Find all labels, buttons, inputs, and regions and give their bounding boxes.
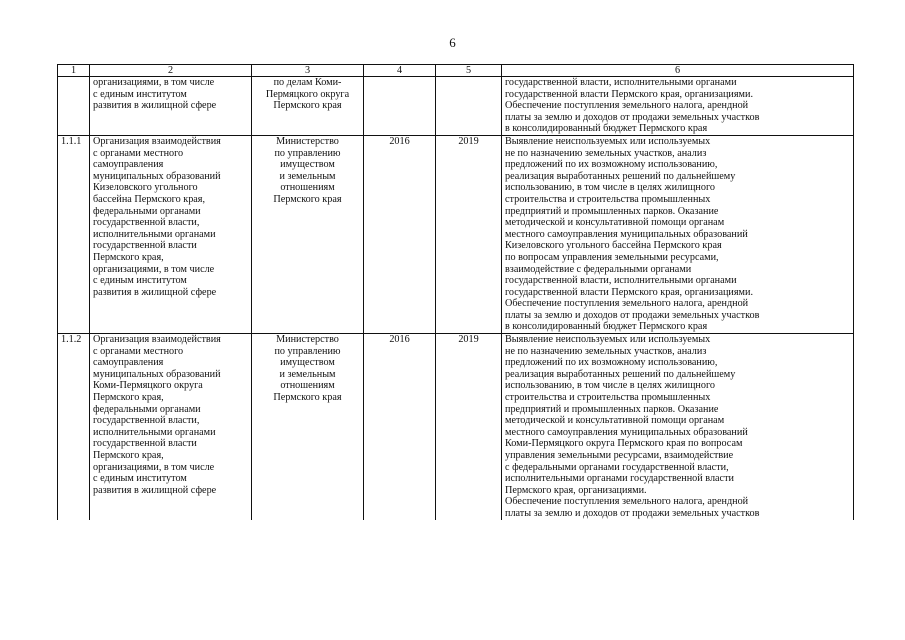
expected-result <box>502 334 854 520</box>
activity-description-line: с единым институтом <box>93 275 187 287</box>
header-cell: 3 <box>252 65 364 77</box>
responsible-executor-line: и земельным <box>279 368 336 380</box>
expected-result-line: управления земельными ресурсами, взаимодействие <box>505 450 734 461</box>
activity-description-line: развития в жилищной сфере <box>93 484 217 496</box>
plan-table <box>57 64 854 520</box>
responsible-executor-line: имуществом <box>280 357 335 369</box>
start-year: 2016 <box>364 135 436 333</box>
responsible-executor <box>252 334 364 520</box>
responsible-executor <box>252 135 364 333</box>
item-number: 1.1.2 <box>58 334 90 520</box>
expected-result-line: Выявление неиспользуемых или используемых <box>505 334 711 346</box>
expected-result-line: Выявление неиспользуемых или используемых <box>505 135 711 147</box>
header-cell: 6 <box>502 65 854 77</box>
responsible-executor-line: отношениям <box>280 182 335 194</box>
item-number: 1.1.1 <box>58 135 90 333</box>
expected-result-line: предложений по их возможному использованию, <box>505 159 718 171</box>
expected-result-line: методической и консультативной помощи органам <box>505 217 725 229</box>
expected-result-line: Кизеловского угольного бассейна Пермского края <box>505 240 722 252</box>
activity-description-line: муниципальных образований <box>93 368 221 380</box>
activity-description-line: Организация взаимодействия <box>93 135 221 147</box>
activity-description-line: государственной власти, <box>93 217 200 229</box>
activity-description-line: федеральными органами <box>93 403 201 415</box>
activity-description-line: организациями, в том числе <box>93 461 215 473</box>
activity-description-line: самоуправления <box>93 357 164 369</box>
expected-result <box>502 135 854 333</box>
expected-result-line: местного самоуправления муниципальных образований <box>505 426 748 438</box>
activity-description-line: Коми-Пермяцкого округа <box>93 380 203 392</box>
activity-description-line: развития в жилищной сфере <box>93 100 217 112</box>
activity-description-line: с органами местного <box>93 345 184 357</box>
activity-description-line: Кизеловского угольного <box>93 182 198 194</box>
expected-result-line: предприятий и промышленных парков. Оказание <box>505 403 719 415</box>
expected-result-line: платы за землю и доходов от продажи земельных участков <box>505 507 760 519</box>
expected-result-line: Коми-Пермяцкого округа Пермского края по вопросам <box>505 438 743 450</box>
expected-result-line: в консолидированный бюджет Пермского края <box>505 321 708 333</box>
activity-description-line: с органами местного <box>93 147 184 159</box>
expected-result-line: реализация выработанных решений по дальнейшему <box>505 368 736 380</box>
expected-result-line: использованию, в том числе в целях жилищного <box>505 380 715 392</box>
responsible-executor-line: имуществом <box>280 159 335 171</box>
expected-result-line: государственной власти, исполнительными органами <box>505 77 737 88</box>
activity-description-line: самоуправления <box>93 159 164 171</box>
end-year: 2019 <box>436 135 502 333</box>
activity-description-line: с единым институтом <box>93 88 187 100</box>
header-cell: 5 <box>436 65 502 77</box>
expected-result-line: платы за землю и доходов от продажи земельных участков <box>505 111 760 123</box>
activity-description <box>90 334 252 520</box>
activity-description-line: Организация взаимодействия <box>93 334 221 346</box>
expected-result-line: в консолидированный бюджет Пермского края <box>505 123 708 135</box>
table-row <box>58 77 854 136</box>
responsible-executor-line: Пермского края <box>273 193 342 205</box>
responsible-executor-line: Пермяцкого округа <box>265 88 350 100</box>
activity-description-line: государственной власти, <box>93 415 200 427</box>
expected-result-line: использованию, в том числе в целях жилищного <box>505 182 715 194</box>
expected-result-line: строительства и строительства промышленных <box>505 193 711 205</box>
expected-result-line: государственной власти, исполнительными органами <box>505 275 737 287</box>
expected-result-line: государственной власти Пермского края, организациями. <box>505 88 753 100</box>
activity-description-line: Пермского края, <box>93 251 164 263</box>
activity-description-line: развития в жилищной сфере <box>93 286 217 298</box>
table-row <box>58 135 854 333</box>
responsible-executor-line: Пермского края <box>273 100 342 112</box>
expected-result-line: не по назначению земельных участков, анализ <box>505 147 707 159</box>
activity-description-line: Пермского края, <box>93 392 164 404</box>
activity-description-line: муниципальных образований <box>93 170 221 182</box>
expected-result-line: платы за землю и доходов от продажи земельных участков <box>505 309 760 321</box>
activity-description-line: Пермского края, <box>93 450 164 461</box>
header-cell: 4 <box>364 65 436 77</box>
expected-result-line: предприятий и промышленных парков. Оказание <box>505 205 719 217</box>
responsible-executor-line: по управлению <box>274 345 341 357</box>
expected-result-line: Обеспечение поступления земельного налога, арендной <box>505 100 749 112</box>
expected-result-line: местного самоуправления муниципальных образований <box>505 228 748 240</box>
end-year <box>436 77 502 136</box>
activity-description <box>90 77 252 136</box>
responsible-executor-line: и земельным <box>279 170 336 182</box>
responsible-executor-line: отношениям <box>280 380 335 392</box>
page-number: 6 <box>449 35 456 50</box>
expected-result-line: методической и консультативной помощи органам <box>505 415 725 427</box>
start-year <box>364 77 436 136</box>
table-row <box>58 334 854 520</box>
item-number <box>58 77 90 136</box>
expected-result-line: Обеспечение поступления земельного налога, арендной <box>505 496 749 508</box>
expected-result-line: не по назначению земельных участков, анализ <box>505 345 707 357</box>
expected-result-line: Пермского края, организациями. <box>505 484 647 496</box>
activity-description-line: федеральными органами <box>93 205 201 217</box>
expected-result-line: по вопросам управления земельными ресурсами, <box>505 251 719 263</box>
responsible-executor-line: Министерство <box>276 334 339 346</box>
expected-result-line: предложений по их возможному использованию, <box>505 357 718 369</box>
expected-result-line: исполнительными органами государственной власти <box>505 473 734 485</box>
responsible-executor-line: по управлению <box>274 147 341 159</box>
responsible-executor <box>252 77 364 136</box>
activity-description-line: исполнительными органами <box>93 228 216 240</box>
table-header-row <box>58 65 854 77</box>
header-cell: 1 <box>58 65 90 77</box>
expected-result <box>502 77 854 136</box>
header-cell: 2 <box>90 65 252 77</box>
activity-description-line: исполнительными органами <box>93 426 216 438</box>
expected-result-line: Обеспечение поступления земельного налога, арендной <box>505 298 749 310</box>
expected-result-line: реализация выработанных решений по дальнейшему <box>505 170 736 182</box>
activity-description-line: бассейна Пермского края, <box>93 193 206 205</box>
activity-description-line: государственной власти <box>93 240 197 252</box>
end-year: 2019 <box>436 334 502 520</box>
expected-result-line: строительства и строительства промышленных <box>505 392 711 404</box>
activity-description-line: государственной власти <box>93 438 197 450</box>
activity-description-line: организациями, в том числе <box>93 263 215 275</box>
activity-description-line: организациями, в том числе <box>93 77 215 88</box>
expected-result-line: с федеральными органами государственной власти, <box>505 461 729 473</box>
responsible-executor-line: Министерство <box>276 135 339 147</box>
activity-description <box>90 135 252 333</box>
responsible-executor-line: Пермского края <box>273 392 342 404</box>
expected-result-line: государственной власти Пермского края, организациями. <box>505 286 753 298</box>
responsible-executor-line: по делам Коми- <box>273 77 342 88</box>
expected-result-line: взаимодействие с федеральными органами <box>505 263 692 275</box>
activity-description-line: с единым институтом <box>93 473 187 485</box>
start-year: 2016 <box>364 334 436 520</box>
